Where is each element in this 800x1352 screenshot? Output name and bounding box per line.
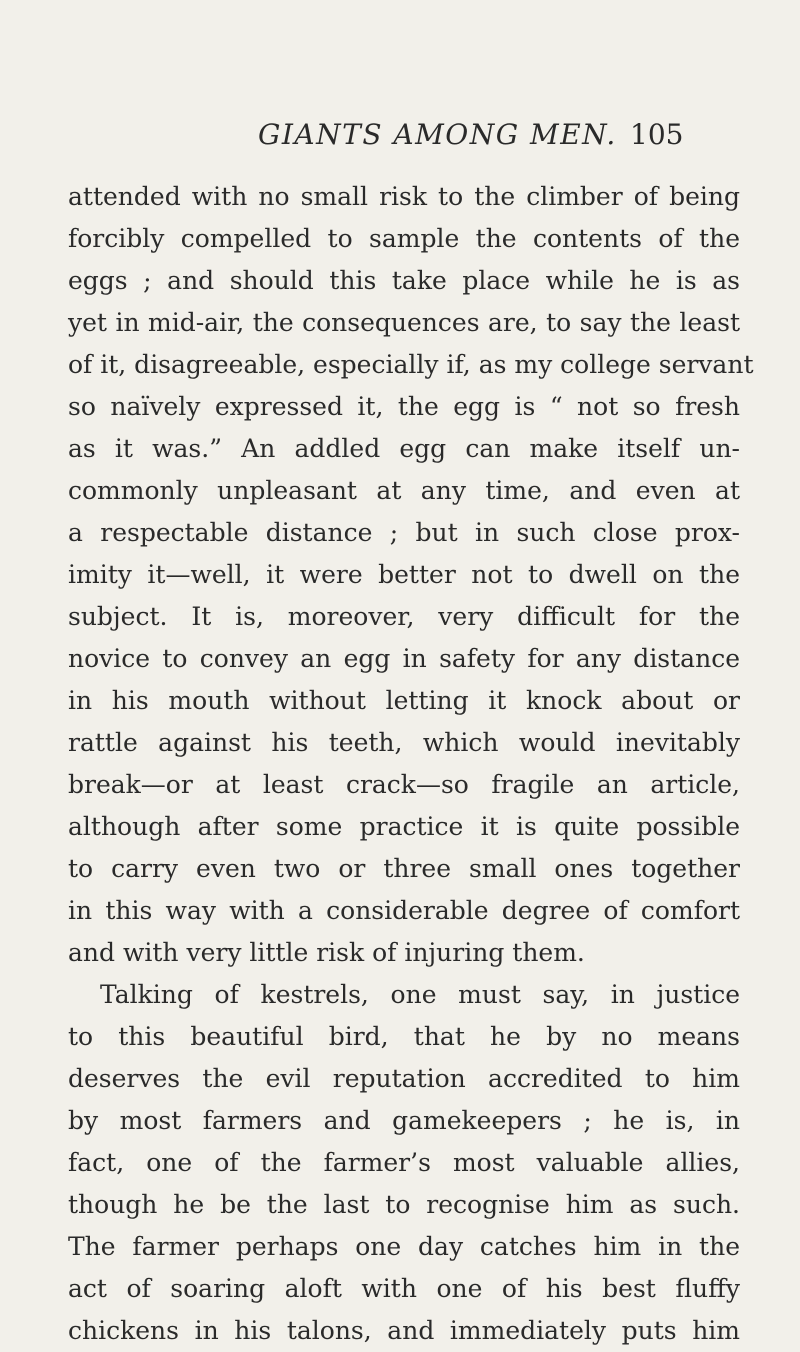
text-line: so naïvely expressed it, the egg is “ not so fresh [68,392,740,421]
running-title: GIANTS AMONG MEN. [258,118,617,151]
text-line: chickens in his talons, and immediately puts him [68,1316,740,1345]
text-line: attended with no small risk to the climber of being [68,182,740,211]
text-line: deserves the evil reputation accredited to him [68,1064,740,1093]
text-line: yet in mid-air, the consequences are, to say the least [68,308,740,337]
text-line: a respectable distance ; but in such close prox- [68,518,740,547]
text-line: eggs ; and should this take place while he is as [68,266,740,295]
page-number: 105 [630,118,684,151]
text-line: rattle against his teeth, which would inevitably [68,728,740,757]
text-line: commonly unpleasant at any time, and even at [68,476,740,505]
paragraph-start-line: Talking of kestrels, one must say, in justice [100,980,740,1009]
text-line: imity it—well, it were better not to dwell on the [68,560,740,589]
text-line: The farmer perhaps one day catches him in the [68,1232,740,1261]
text-line: of it, disagreeable, especially if, as my college servant [68,350,754,379]
text-line: as it was.” An addled egg can make itself un- [68,434,740,463]
body-text [68,176,754,1352]
text-line: subject. It is, moreover, very difficult for the [68,602,740,631]
text-line: by most farmers and gamekeepers ; he is, in [68,1106,740,1135]
text-line: to this beautiful bird, that he by no means [68,1022,740,1051]
running-head [0,118,800,158]
paragraph-end-line: and with very little risk of injuring them. [68,938,585,967]
text-line: act of soaring aloft with one of his best fluffy [68,1274,740,1303]
text-line: to carry even two or three small ones together [68,854,740,883]
text-line: in this way with a considerable degree of comfort [68,896,740,925]
text-line: fact, one of the farmer’s most valuable allies, [68,1148,740,1177]
text-line: break—or at least crack—so fragile an article, [68,770,740,799]
text-line: in his mouth without letting it knock about or [68,686,740,715]
text-line: forcibly compelled to sample the contents of the [68,224,740,253]
text-line: novice to convey an egg in safety for any distance [68,644,740,673]
text-line: though he be the last to recognise him as such. [68,1190,740,1219]
text-line: although after some practice it is quite possible [68,812,740,841]
